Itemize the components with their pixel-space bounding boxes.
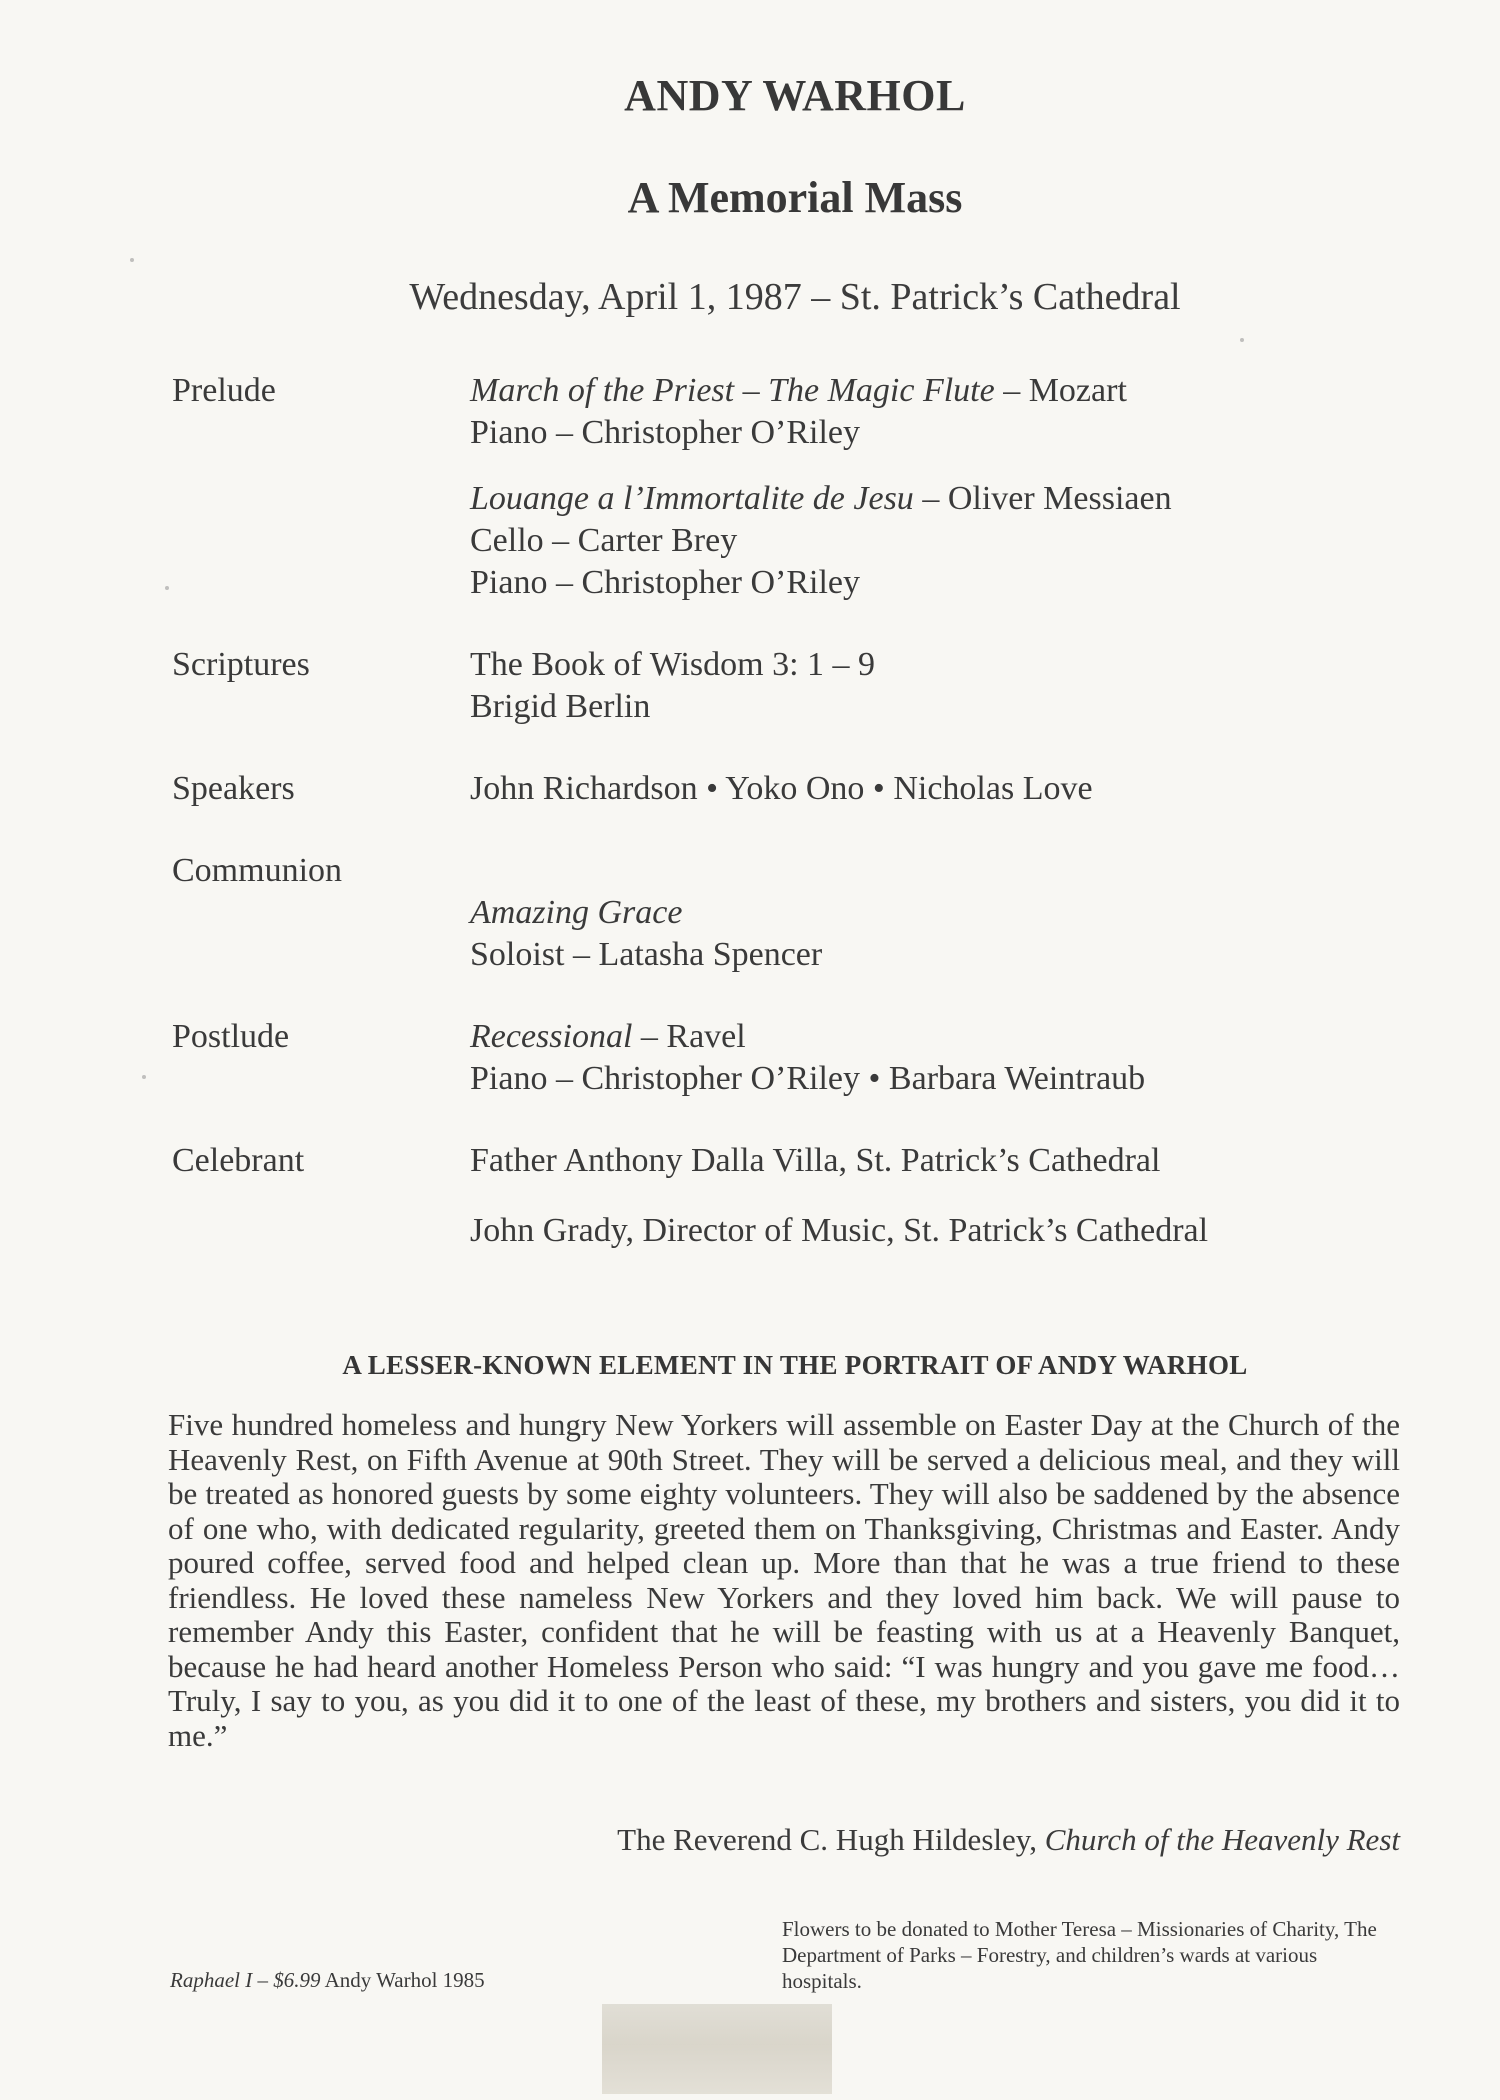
program-list bbox=[172, 370, 1422, 1292]
postlude-performer: Piano – Christopher O’Riley • Barbara Weintraub bbox=[470, 1060, 1146, 1097]
scripture-reading: The Book of Wisdom 3: 1 – 9 bbox=[470, 646, 876, 683]
music-director: John Grady, Director of Music, St. Patrick’s Cathedral bbox=[470, 1212, 1209, 1249]
communion-piece-title: Amazing Grace bbox=[470, 894, 683, 931]
prelude-piece-2-line bbox=[470, 478, 1422, 520]
prelude-piece-1 bbox=[470, 370, 1422, 454]
section-label-prelude: Prelude bbox=[172, 372, 276, 409]
signature-name: The Reverend C. Hugh Hildesley, bbox=[617, 1822, 1045, 1857]
program-section-speakers bbox=[172, 768, 1422, 810]
prelude-piece-2 bbox=[470, 478, 1422, 604]
section-content-speakers bbox=[470, 768, 1422, 810]
essay-body: Five hundred homeless and hungry New Yorkers will assemble on Easter Day at the Church of the Heavenly Rest, on Fifth Avenue at 90th Street. They will be served a delicious meal, and they will be treated as honored guests by some eighty volunteers. They will also be saddened by the absence of one who, with dedicated regularity, greeted them on Thanksgiving, Christmas and Easter. Andy poured coffee, served food and helped clean up. More than that he was a true friend to these friendless. He loved these nameless New Yorkers and they loved him back. We will pause to remember Andy this Easter, confident that he will be feasting with us at a Heavenly Banquet, because he had heard another Homeless Person who said: “I was hungry and you gave me food…Truly, I say to you, as you did it to one of the least of these, my brothers and sisters, you did it to me.” bbox=[168, 1407, 1400, 1753]
credit-artist: Andy Warhol 1985 bbox=[320, 1968, 485, 1992]
flowers-donation-note: Flowers to be donated to Mother Teresa – Missionaries of Charity, The Department of Parks – Forestry, and children’s wards at various hospitals. bbox=[782, 1917, 1377, 1993]
cover-art-credit bbox=[170, 1968, 485, 1993]
tape-residue bbox=[602, 2004, 832, 2094]
section-content-scriptures bbox=[470, 644, 1422, 728]
paper-speck bbox=[130, 258, 134, 262]
program-section-celebrant bbox=[172, 1140, 1422, 1252]
page-subtitle: A Memorial Mass bbox=[627, 173, 963, 222]
postlude-piece-title: Recessional bbox=[470, 1018, 633, 1055]
signature-church: Church of the Heavenly Rest bbox=[1044, 1822, 1400, 1857]
section-content-celebrant bbox=[470, 1140, 1422, 1252]
program-section-postlude bbox=[172, 1016, 1422, 1100]
paper-speck bbox=[165, 586, 169, 590]
prelude-piece-2-title: Louange a l’Immortalite de Jesu bbox=[470, 480, 914, 517]
prelude-piece-1-title: March of the Priest – The Magic Flute bbox=[470, 372, 995, 409]
essay-heading: A LESSER-KNOWN ELEMENT IN THE PORTRAIT OF ANDY WARHOL bbox=[342, 1350, 1248, 1380]
scripture-reader: Brigid Berlin bbox=[470, 688, 651, 725]
postlude-piece-composer: – Ravel bbox=[632, 1018, 746, 1055]
postlude-piece-line bbox=[470, 1016, 1422, 1058]
section-content-prelude bbox=[470, 370, 1422, 604]
section-label-postlude: Postlude bbox=[172, 1018, 290, 1055]
section-label-scriptures: Scriptures bbox=[172, 646, 310, 683]
essay-signature bbox=[617, 1822, 1400, 1858]
prelude-piece-2-composer: – Oliver Messiaen bbox=[913, 480, 1172, 517]
prelude-piece-1-composer: – Mozart bbox=[994, 372, 1127, 409]
program-section-prelude bbox=[172, 370, 1422, 604]
prelude-piece-2-performer-piano: Piano – Christopher O’Riley bbox=[470, 564, 861, 601]
section-label-communion: Communion bbox=[172, 852, 343, 889]
page-title: ANDY WARHOL bbox=[624, 71, 966, 120]
communion-performer: Soloist – Latasha Spencer bbox=[470, 936, 823, 973]
speaker-names: John Richardson • Yoko Ono • Nicholas Love bbox=[470, 770, 1093, 807]
program-section-scriptures bbox=[172, 644, 1422, 728]
prelude-piece-2-performer-cello: Cello – Carter Brey bbox=[470, 522, 738, 559]
program-section-communion bbox=[172, 850, 1422, 976]
paper-speck bbox=[142, 1075, 146, 1079]
section-label-speakers: Speakers bbox=[172, 770, 295, 807]
prelude-piece-1-performer: Piano – Christopher O’Riley bbox=[470, 414, 861, 451]
section-content-communion bbox=[470, 850, 1422, 976]
paper-speck bbox=[1240, 338, 1244, 342]
prelude-piece-1-line bbox=[470, 370, 1422, 412]
event-dateline: Wednesday, April 1, 1987 – St. Patrick’s Cathedral bbox=[409, 276, 1181, 318]
section-content-postlude bbox=[470, 1016, 1422, 1100]
section-label-celebrant: Celebrant bbox=[172, 1142, 305, 1179]
credit-title: Raphael I – $6.99 bbox=[170, 1968, 321, 1992]
celebrant-name: Father Anthony Dalla Villa, St. Patrick’s Cathedral bbox=[470, 1142, 1161, 1179]
